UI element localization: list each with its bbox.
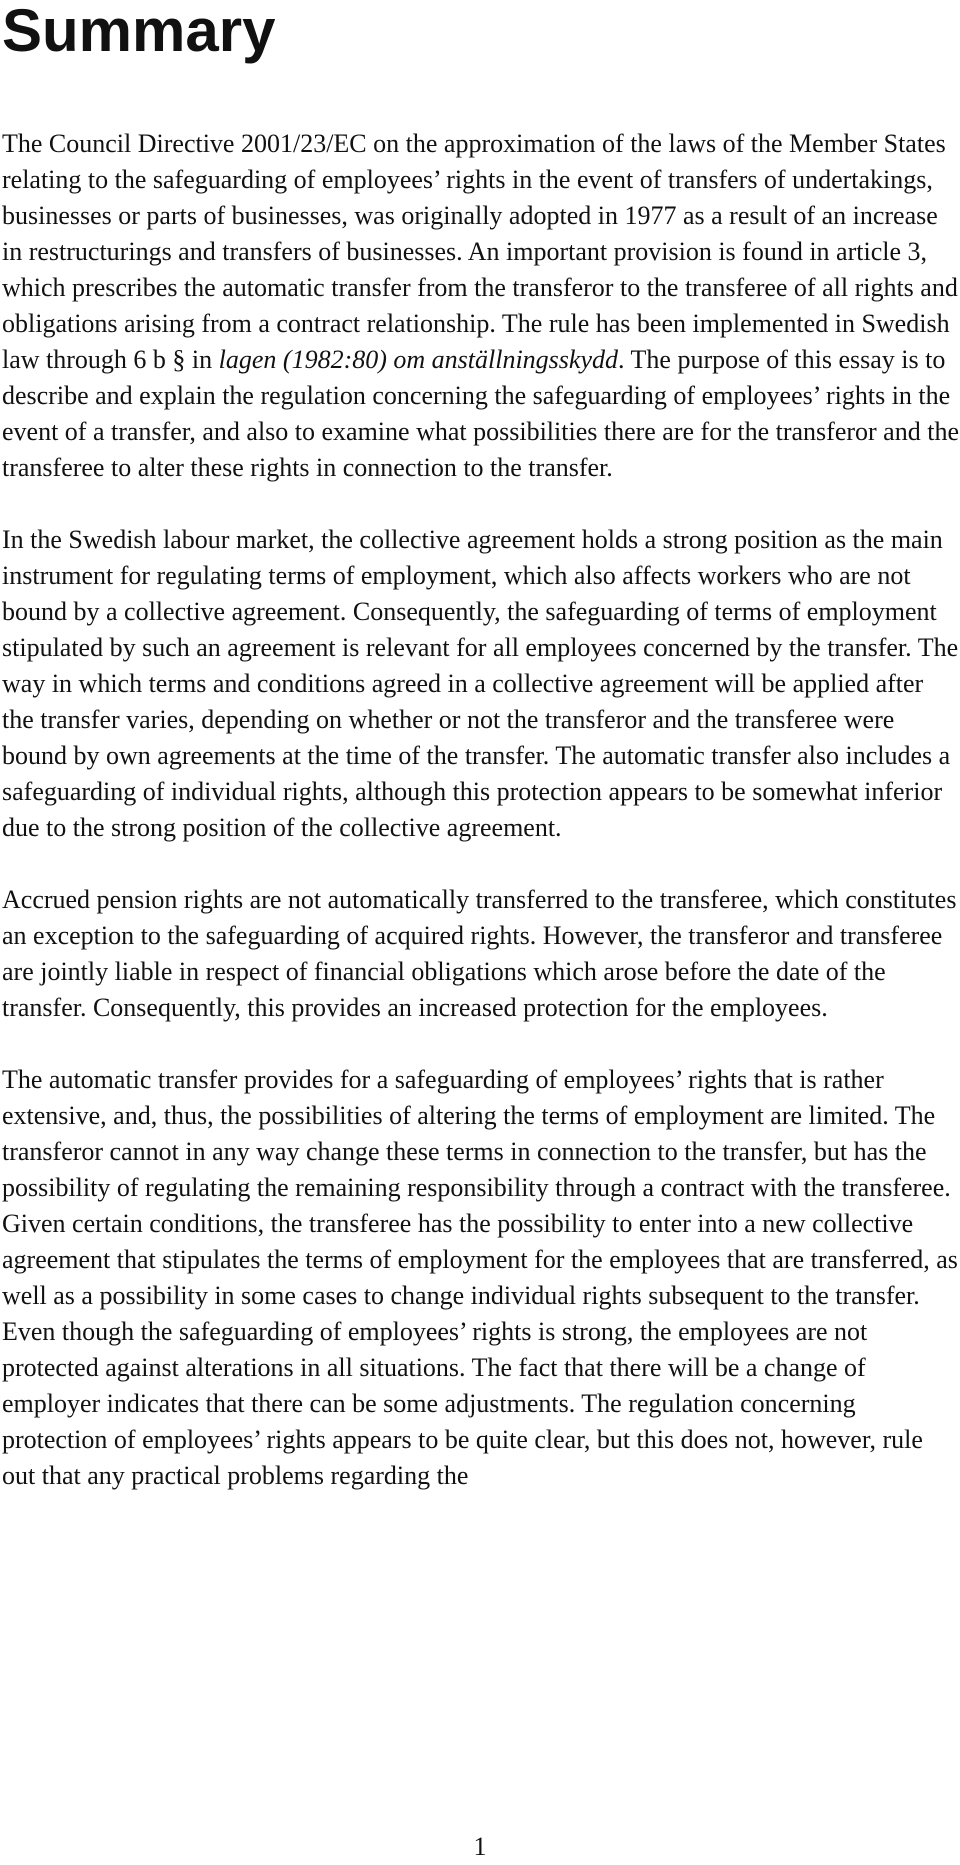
paragraph-automatic-transfer: The automatic transfer provides for a safeguarding of employees’ rights that is rather extensive, and, thus, the possibilities of altering the terms of employment are limited. The transferor cannot in any way change these terms in connection to the transfer, but has the possibility of regulating the remaining responsibility through a contract with the transferee. Given certain conditions, the transferee has the possibility to enter into a new collective agreement that stipulates the terms of employment for the employees that are transferred, as well as a possibility in some cases to change individual rights subsequent to the transfer. Even though the safeguarding of employees’ rights is strong, the employees are not protected against alterations in all situations. The fact that there will be a change of employer indicates that there can be some adjustments. The regulation concerning protection of employees’ rights appears to be quite clear, but this does not, however, rule out that any practical problems regarding the [2,1065,958,1490]
paragraph-text: . The purpose of this essay is to describe and explain the regulation concerning the safeguarding of employees’ rights in the event of a transfer, and also to examine what possibilities there are for the transferor and the transferee to alter these rights in connection to the transfer. [2,345,959,482]
page-number: 1 [473,1832,487,1861]
paragraph-directive-overview [2,126,960,486]
statute-title-italic: lagen (1982:80) om anställningsskydd [218,345,618,374]
paragraph-text: The Council Directive 2001/23/EC on the approximation of the laws of the Member States relating to the safeguarding of employees’ rights in the event of transfers of undertakings, businesses or parts of businesses, was originally adopted in 1977 as a result of an increase in restructurings and transfers of businesses. An important provision is found in article 3, which prescribes the automatic transfer from the transferor to the transferee of all rights and obligations arising from a contract relationship. The rule has been implemented in Swedish law through 6 b § in [2,129,958,374]
paragraph-collective-agreement: In the Swedish labour market, the collective agreement holds a strong position as the main instrument for regulating terms of employment, which also affects workers who are not bound by a collective agreement. Consequently, the safeguarding of terms of employment stipulated by such an agreement is relevant for all employees concerned by the transfer. The way in which terms and conditions agreed in a collective agreement will be applied after the transfer varies, depending on whether or not the transferor and the transferee were bound by own agreements at the time of the transfer. The automatic transfer also includes a safeguarding of individual rights, although this protection appears to be somewhat inferior due to the strong position of the collective agreement. [2,525,959,842]
paragraph-pension-rights: Accrued pension rights are not automatically transferred to the transferee, which constitutes an exception to the safeguarding of acquired rights. However, the transferor and transferee are jointly liable in respect of financial obligations which arose before the date of the transfer. Consequently, this provides an increased protection for the employees. [2,885,957,1022]
document-body [2,126,960,1530]
page-title: Summary [2,0,276,64]
